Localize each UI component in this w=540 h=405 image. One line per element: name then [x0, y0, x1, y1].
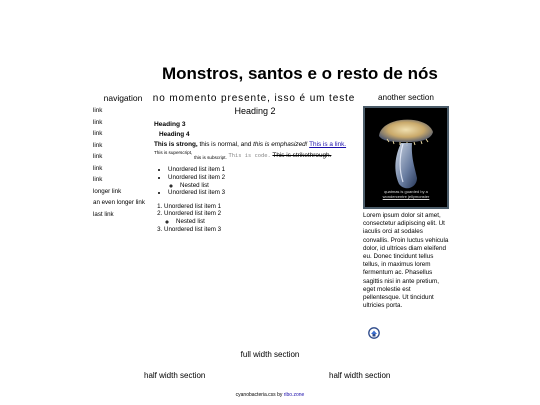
code-text: This is code. [228, 153, 271, 160]
nav-link-last[interactable]: last link [93, 210, 114, 218]
list-item: 3. Unordered list item 3 [164, 226, 356, 234]
footer [0, 392, 540, 398]
lorem-paragraph: Lorem ipsum dolor sit amet, consectetur adipiscing elit. Ut iaculis orci at sodales convallis. Proin luctus vehicula dolor, id ultrices diam eleifend eu. Donec tincidunt tellus tellus, in maximus lorem fermentum ac. Phasellus sagittis nisi in ante pretium, eget molestie est pellentesque. Ut tincidunt ultricies porta. [363, 212, 449, 310]
navigation-heading: navigation [103, 93, 143, 103]
navigation-sidebar [93, 93, 153, 222]
nav-link-longer[interactable]: longer link [93, 187, 122, 195]
subscript-text: this is subscript. [194, 155, 227, 161]
nested-list [180, 182, 356, 190]
nav-link[interactable]: link [93, 141, 103, 149]
strong-text: This is strong, [154, 141, 198, 148]
photo-caption: quatmas is guarded by a wondercentre jellymonster [365, 189, 447, 199]
footer-text: cyanobacteria.css by [235, 392, 284, 398]
list-item: ◦ Nested list [180, 182, 356, 190]
half-width-section-left: half width section [144, 371, 206, 380]
normal-text: this is normal, and [197, 141, 254, 148]
list-item: • Unordered list item 1 [168, 166, 356, 174]
unordered-list [168, 166, 356, 196]
formatting-paragraph [154, 141, 356, 162]
list-item: 1. Unordered list item 1 [164, 203, 356, 211]
photo-caption-link[interactable]: wondercentre jellymonster [382, 194, 430, 199]
heading-4: Heading 4 [159, 131, 190, 138]
aside-section [362, 93, 450, 310]
nav-link[interactable]: link [93, 176, 103, 183]
list-item: • Unordered list item 2 ◦ Nested list [168, 174, 356, 189]
nav-link-even-longer[interactable]: an even longer link [93, 199, 145, 206]
site-title: Monstros, santos e o resto de nós [162, 64, 438, 83]
list-item: 2. Unordered list item 2 ◦ Nested list [164, 210, 356, 225]
jellyfish-photo [363, 106, 449, 209]
ordered-list [164, 203, 356, 233]
heading-2: Heading 2 [234, 106, 276, 116]
strikethrough-text: This is strikethrough. [272, 152, 332, 160]
emphasized-text: this is emphasized! [253, 141, 308, 148]
footer-link[interactable]: ribo.zone [283, 392, 305, 398]
heading-3: Heading 3 [154, 121, 186, 128]
tagline: no momento presente, isso é um teste [152, 93, 356, 104]
aside-heading: another section [378, 93, 434, 102]
nav-link[interactable]: link [93, 153, 103, 160]
inline-link[interactable]: This is a link. [309, 141, 347, 148]
full-width-section: full width section [240, 350, 300, 359]
main-content [154, 93, 356, 233]
list-item: • Unordered list item 3 [168, 189, 356, 197]
nav-link[interactable]: link [93, 164, 103, 172]
nav-link[interactable]: link [93, 130, 103, 137]
nav-link[interactable]: link [93, 107, 103, 114]
half-width-section-right: half width section [329, 371, 391, 380]
navigation-list [93, 107, 153, 218]
badge-icon[interactable] [367, 326, 381, 340]
nested-list [176, 218, 356, 226]
superscript-text: This is superscript, [154, 150, 193, 156]
nav-link[interactable]: link [93, 118, 103, 126]
list-item: ◦ Nested list [176, 218, 356, 226]
